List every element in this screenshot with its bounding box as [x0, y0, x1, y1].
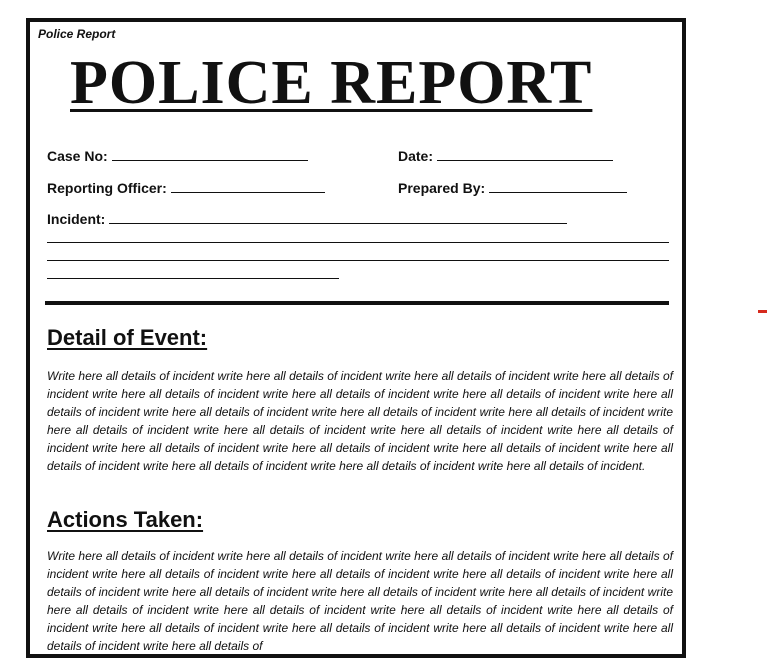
date-blank[interactable] — [437, 148, 613, 161]
case-no-label: Case No: — [47, 148, 108, 164]
actions-taken-body: Write here all details of incident write here all details of incident write here all details of incident write here all details of incident write here all details of incident write here all details of incident write here all details of incident write here all details of incident write here all details of incident write here all details of incident write here all details of incident write here all details of incident write here all details of incident write here all details of incident write here all details of incident write here all details of incident write here all details of incident write here all details of incident write here all details of incident write here all details of — [47, 549, 673, 653]
incident-field[interactable] — [47, 211, 567, 227]
incident-line-2[interactable] — [47, 242, 669, 243]
actions-taken-heading: Actions Taken: — [47, 507, 204, 532]
police-report-form — [26, 18, 686, 658]
case-no-field[interactable] — [47, 148, 308, 164]
reporting-officer-label: Reporting Officer: — [47, 180, 167, 196]
incident-label: Incident: — [47, 211, 106, 227]
prepared-by-field[interactable] — [398, 180, 627, 196]
section-divider — [45, 301, 669, 305]
incident-blank[interactable] — [109, 211, 567, 224]
date-field[interactable] — [398, 148, 613, 164]
header-label: Police Report — [38, 27, 116, 41]
reporting-officer-blank[interactable] — [171, 180, 325, 193]
reporting-officer-field[interactable] — [47, 180, 325, 196]
prepared-by-blank[interactable] — [489, 180, 627, 193]
case-no-blank[interactable] — [112, 148, 308, 161]
date-label: Date: — [398, 148, 434, 164]
page-title: POLICE REPORT — [70, 49, 593, 117]
incident-line-3[interactable] — [47, 260, 669, 261]
detail-of-event-body: Write here all details of incident write here all details of incident write here all details of incident write here all details of incident write here all details of incident write here all details of incident write here all details of incident write here all details of incident write here all details of incident write here all details of incident write here all details of incident write here all details of incident write here all details of incident write here all details of incident write here all details of incident write here all details of incident write here all details of incident write here all details of incident write here all details of incident write here all details of incident write here all details of incident write here all details of incident. — [47, 369, 673, 473]
red-dash-mark — [758, 310, 767, 313]
detail-of-event-heading: Detail of Event: — [47, 325, 208, 350]
prepared-by-label: Prepared By: — [398, 180, 486, 196]
incident-line-4[interactable] — [47, 278, 339, 279]
